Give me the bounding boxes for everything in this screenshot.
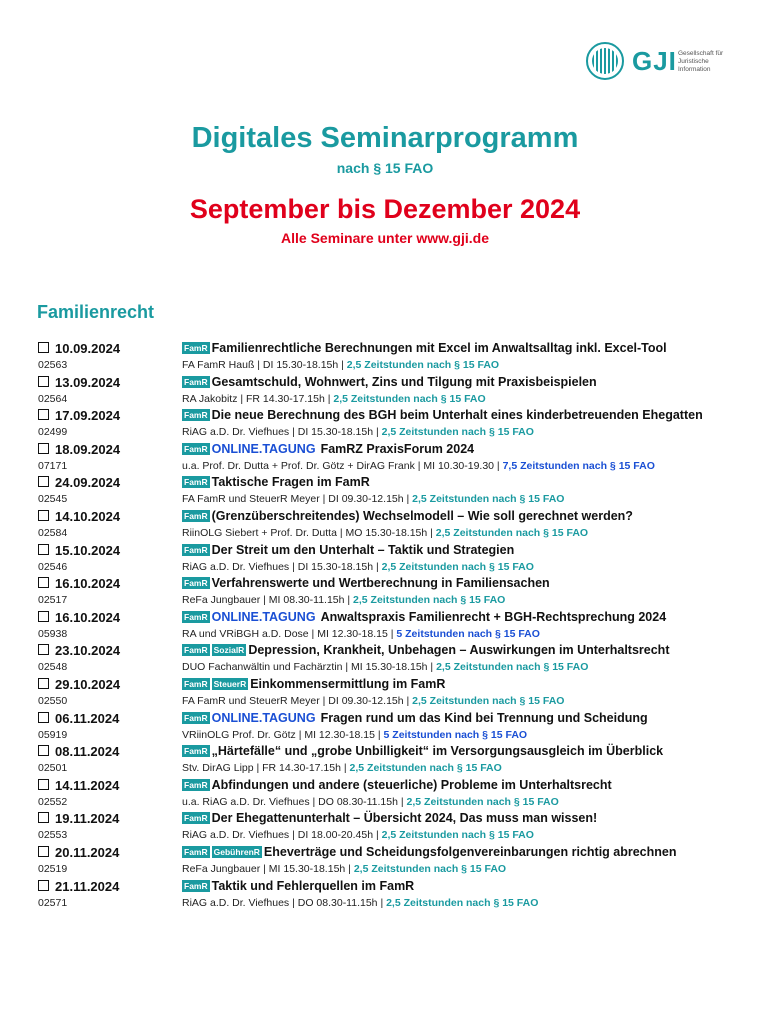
category-tag: FamR [184,846,208,857]
page-title: Digitales Seminarprogramm [191,122,579,154]
date-text: 16.10.2024 [55,576,121,592]
date-text: 18.09.2024 [55,441,121,457]
seminar-row [0,441,770,475]
speaker-time: Stv. DirAG Lipp | FR 14.30-17.15h | [182,762,350,775]
seminar-info [182,695,564,707]
seminar-title: Taktik und Fehlerquellen im FamR [211,878,415,893]
logo-text: GJI [632,46,677,76]
period-subheading: Alle Seminare unter www.gji.de [281,230,489,246]
checkbox-icon[interactable] [38,779,49,790]
seminar-row [0,777,770,811]
seminar-title-line [182,811,597,825]
section-heading: Familienrecht [37,302,155,322]
category-tag: FamR [184,712,208,723]
seminar-id: 02564 [38,392,68,405]
date-text: 16.10.2024 [55,609,121,625]
seminar-info [182,426,534,438]
seminar-id: 02545 [38,493,68,506]
credit-hours: 7,5 Zeitstunden nach § 15 FAO [502,459,655,472]
seminar-row [0,844,770,878]
seminar-info [182,729,527,741]
category-tag: FamR [184,678,208,689]
seminar-title: Die neue Berechnung des BGH beim Unterhalt eines kinderbetreuenden Ehegatten [211,408,703,423]
seminar-title-line [182,576,550,590]
speaker-time: RA Jakobitz | FR 14.30-17.15h | [182,392,334,405]
seminar-date[interactable] [38,610,120,625]
seminar-date[interactable] [38,543,120,558]
checkbox-icon[interactable] [38,644,49,655]
checkbox-icon[interactable] [38,510,49,521]
seminar-date[interactable] [38,845,119,860]
category-tag: FamR [184,813,208,824]
credit-hours: 5 Zeitstunden nach § 15 FAO [383,728,528,741]
category-tag: FamR [184,544,208,555]
date-text: 06.11.2024 [55,710,120,726]
date-text: 13.09.2024 [55,374,121,390]
seminar-info [182,594,505,606]
speaker-time: RiAG a.D. Dr. Viefhues | DI 18.00-20.45h | [182,829,382,842]
category-tag: FamR [184,477,208,488]
seminar-title: Gesamtschuld, Wohnwert, Zins und Tilgung mit Praxisbeispielen [211,374,597,389]
seminar-info [182,661,588,673]
speaker-time: u.a. RiAG a.D. Dr. Viefhues | DO 08.30-11.15h | [182,795,407,808]
category-tag: FamR [184,645,208,656]
category-tag: SteuerR [213,678,247,689]
speaker-time: ReFa Jungbauer | MI 15.30-18.15h | [182,862,354,875]
seminar-info [182,829,534,841]
credit-hours: 2,5 Zeitstunden nach § 15 FAO [333,392,486,405]
seminar-title: Der Streit um den Unterhalt – Taktik und Strategien [211,542,515,557]
seminar-row [0,508,770,542]
period-heading: September bis Dezember 2024 [189,194,581,224]
seminar-date[interactable] [38,744,119,759]
seminar-date[interactable] [38,375,120,390]
seminar-title: Depression, Krankheit, Unbehagen – Auswirkungen im Unterhaltsrecht [248,643,670,658]
speaker-time: u.a. Prof. Dr. Dutta + Prof. Dr. Götz + DirAG Frank | MI 10.30-19.30 | [182,459,503,472]
seminar-title-line [182,610,666,624]
speaker-time: RiAG a.D. Dr. Viefhues | DI 15.30-18.15h | [182,560,382,573]
seminar-info [182,460,655,472]
page-subtitle: nach § 15 FAO [336,160,434,176]
seminar-title: Abfindungen und andere (steuerliche) Probleme im Unterhaltsrecht [211,777,612,792]
seminar-id: 02584 [38,526,68,539]
seminar-info [182,897,538,909]
seminar-info [182,762,502,774]
checkbox-icon[interactable] [38,376,49,387]
date-text: 17.09.2024 [55,408,121,424]
speaker-time: FA FamR Hauß | DI 15.30-18.15h | [182,359,347,371]
seminar-row [0,609,770,643]
seminar-title: Verfahrenswerte und Wertberechnung in Familiensachen [211,576,550,591]
seminar-id: 02563 [38,359,68,371]
online-label: ONLINE.TAGUNG [211,441,316,456]
seminar-row [0,743,770,777]
credit-hours: 5 Zeitstunden nach § 15 FAO [396,627,540,640]
seminar-info [182,628,540,640]
seminar-list [0,340,770,911]
seminar-id: 02548 [38,661,68,674]
category-tag: FamR [184,410,208,421]
seminar-date[interactable] [38,811,119,826]
category-tag: FamR [184,611,208,622]
seminar-title: Einkommensermittlung im FamR [250,676,446,691]
category-tag: FamR [184,880,208,891]
seminar-date[interactable] [38,442,120,457]
credit-hours: 2,5 Zeitstunden nach § 15 FAO [381,829,534,842]
logo-subtitle: Gesellschaft für Juristische Information [678,50,724,73]
seminar-date[interactable] [38,643,120,658]
seminar-row [0,474,770,508]
logo-emblem-icon [586,42,624,80]
seminar-title-line [182,408,703,422]
seminar-date[interactable] [38,677,120,692]
seminar-row [0,374,770,408]
seminar-date[interactable] [38,475,120,490]
seminar-title-line [182,711,648,725]
date-text: 15.10.2024 [55,542,121,558]
speaker-time: DUO Fachanwältin und Fachärztin | MI 15.30-18.15h | [182,661,437,674]
seminar-id: 07171 [38,459,68,472]
checkbox-icon[interactable] [38,611,49,622]
checkbox-icon[interactable] [38,342,49,353]
checkbox-icon[interactable] [38,678,49,689]
seminar-row [0,407,770,441]
seminar-date[interactable] [38,879,119,894]
seminar-date[interactable] [38,711,119,726]
credit-hours: 2,5 Zeitstunden nach § 15 FAO [381,560,534,573]
checkbox-icon[interactable] [38,812,49,823]
checkbox-icon[interactable] [38,880,49,891]
seminar-id: 02550 [38,694,68,707]
credit-hours: 2,5 Zeitstunden nach § 15 FAO [349,762,502,775]
seminar-row [0,810,770,844]
category-tag: FamR [184,343,208,353]
checkbox-icon[interactable] [38,745,49,756]
seminar-title: Familienrechtliche Berechnungen mit Excel im Anwaltsalltag inkl. Excel-Tool [211,341,667,355]
seminar-title: Eheverträge und Scheidungsfolgenvereinbarungen richtig abrechnen [263,844,677,859]
seminar-row [0,676,770,710]
seminar-title: (Grenzüberschreitendes) Wechselmodell – Wie soll gerechnet werden? [211,508,633,523]
date-text: 29.10.2024 [55,676,121,692]
credit-hours: 2,5 Zeitstunden nach § 15 FAO [353,594,506,607]
seminar-row [0,575,770,609]
speaker-time: RiinOLG Siebert + Prof. Dr. Dutta | MO 15.30-18.15h | [182,526,436,539]
seminar-id: 05919 [38,728,68,741]
seminar-info [182,393,486,405]
date-text: 19.11.2024 [55,811,120,827]
speaker-time: RA und VRiBGH a.D. Dose | MI 12.30-18.15 | [182,627,397,640]
seminar-row [0,710,770,744]
credit-hours: 2,5 Zeitstunden nach § 15 FAO [381,426,534,439]
seminar-title-line [182,509,633,523]
credit-hours: 2,5 Zeitstunden nach § 15 FAO [412,493,565,506]
seminar-row [0,542,770,576]
speaker-time: RiAG a.D. Dr. Viefhues | DI 15.30-18.15h | [182,426,382,439]
online-label: ONLINE.TAGUNG [211,609,316,624]
seminar-info [182,527,588,539]
credit-hours: 2,5 Zeitstunden nach § 15 FAO [386,896,539,909]
seminar-date[interactable] [38,408,120,423]
checkbox-icon[interactable] [38,846,49,857]
date-text: 14.10.2024 [55,508,121,524]
category-tag: FamR [184,443,208,454]
credit-hours: 2,5 Zeitstunden nach § 15 FAO [412,694,565,707]
category-tag: FamR [184,746,208,757]
seminar-info [182,359,499,371]
online-label: ONLINE.TAGUNG [211,710,316,725]
seminar-title: Fragen rund um das Kind bei Trennung und Scheidung [320,710,648,725]
date-text: 08.11.2024 [55,744,120,760]
credit-hours: 2,5 Zeitstunden nach § 15 FAO [353,862,507,875]
speaker-time: FA FamR und SteuerR Meyer | DI 09.30-12.15h | [182,493,413,506]
seminar-id: 02552 [38,795,68,808]
checkbox-icon[interactable] [38,443,49,454]
speaker-time: VRiinOLG Prof. Dr. Götz | MI 12.30-18.15 | [182,728,384,741]
seminar-title-line [182,375,597,389]
seminar-date[interactable] [38,341,120,356]
seminar-title-line [182,845,677,859]
category-tag: GebührenR [213,846,260,857]
seminar-id: 02519 [38,862,68,875]
date-text: 21.11.2024 [55,878,120,894]
seminar-title-line [182,543,514,557]
date-text: 20.11.2024 [55,844,120,860]
seminar-title: Der Ehegattenunterhalt – Übersicht 2024, Das muss man wissen! [211,811,598,826]
seminar-info [182,796,559,808]
seminar-info [182,493,564,505]
speaker-time: ReFa Jungbauer | MI 08.30-11.15h | [182,594,354,607]
credit-hours: 2,5 Zeitstunden nach § 15 FAO [346,359,500,371]
seminar-title: Taktische Fragen im FamR [211,475,370,490]
seminar-title-line [182,744,663,758]
seminar-id: 02546 [38,560,68,573]
seminar-title-line [182,643,669,657]
checkbox-icon[interactable] [38,712,49,723]
seminar-title: FamRZ PraxisForum 2024 [320,441,475,456]
seminar-id: 02517 [38,594,68,607]
seminar-id: 02571 [38,896,68,909]
date-text: 23.10.2024 [55,643,121,659]
date-text: 10.09.2024 [55,341,121,356]
seminar-info [182,561,534,573]
speaker-time: FA FamR und SteuerR Meyer | DI 09.30-12.15h | [182,694,413,707]
seminar-title-line [182,677,445,691]
seminar-date[interactable] [38,778,119,793]
seminar-title-line [182,778,612,792]
seminar-id: 05938 [38,627,68,640]
seminar-date[interactable] [38,576,120,591]
checkbox-icon[interactable] [38,577,49,588]
seminar-title-line [182,475,370,489]
credit-hours: 2,5 Zeitstunden nach § 15 FAO [406,795,559,808]
seminar-row [0,642,770,676]
category-tag: SozialR [213,645,245,656]
seminar-title: Anwaltspraxis Familienrecht + BGH-Rechtsprechung 2024 [320,609,667,624]
seminar-row [0,878,770,912]
date-text: 24.09.2024 [55,475,121,491]
checkbox-icon[interactable] [38,476,49,487]
category-tag: FamR [184,510,208,521]
checkbox-icon[interactable] [38,409,49,420]
seminar-title: „Härtefälle“ und „grobe Unbilligkeit“ im Versorgungsausgleich im Überblick [211,744,664,759]
category-tag: FamR [184,578,208,589]
category-tag: FamR [184,779,208,790]
credit-hours: 2,5 Zeitstunden nach § 15 FAO [435,526,589,539]
seminar-id: 02553 [38,829,68,842]
seminar-title-line [182,442,474,456]
speaker-time: RiAG a.D. Dr. Viefhues | DO 08.30-11.15h | [182,896,387,909]
checkbox-icon[interactable] [38,544,49,555]
seminar-title-line [182,341,667,355]
seminar-id: 02501 [38,762,68,775]
category-tag: FamR [184,376,208,387]
seminar-row [0,340,770,374]
seminar-info [182,863,506,875]
seminar-date[interactable] [38,509,120,524]
gji-logo [586,42,736,82]
credit-hours: 2,5 Zeitstunden nach § 15 FAO [436,661,589,674]
seminar-title-line [182,879,414,893]
date-text: 14.11.2024 [55,777,120,793]
seminar-id: 02499 [38,426,68,439]
